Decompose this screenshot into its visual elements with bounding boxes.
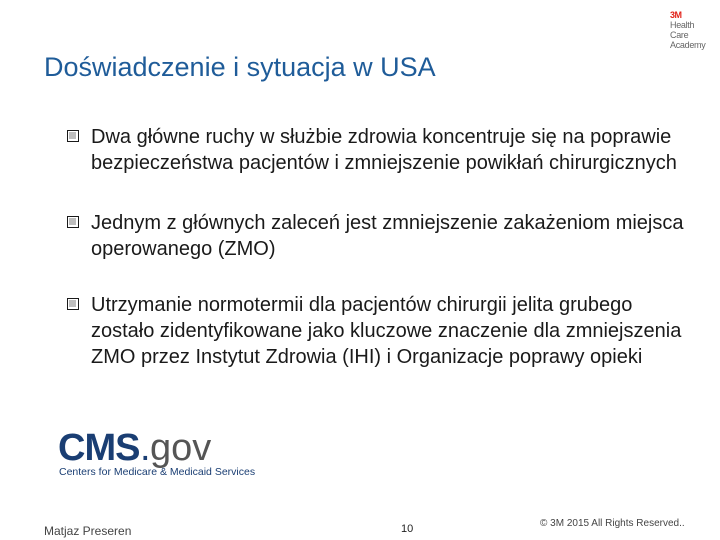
cms-gov-logo [54, 427, 296, 481]
bullet-item [64, 124, 684, 176]
bullet-text: Jednym z głównych zaleceń jest zmniejszenie zakażeniom miejsca operowanego (ZMO) [91, 212, 684, 260]
bullet-text: Dwa główne ruchy w służbie zdrowia koncentruje się na poprawie bezpieczeństwa pacjentów i zmniejszenie powikłań chirurgicznych [91, 126, 677, 174]
cms-logo-word: CMS [58, 427, 140, 469]
cms-logo-subtitle: Centers for Medicare & Medicaid Services [59, 466, 256, 478]
bullet-item [64, 210, 684, 262]
logo-line-2: Care [670, 30, 689, 40]
footer-copyright: © 3M 2015 All Rights Reserved.. [540, 518, 685, 529]
cms-logo-gov: gov [150, 427, 212, 469]
page-number: 10 [401, 523, 414, 535]
logo-mark: 3M [670, 10, 682, 20]
footer-author: Matjaz Preseren [44, 524, 132, 538]
bullet-item [64, 292, 684, 370]
logo-line-1: Health [670, 20, 695, 30]
checkbox-bullet-icon [67, 216, 79, 228]
checkbox-bullet-icon [67, 130, 79, 142]
cms-logo-dot: . [140, 427, 151, 469]
bullet-text: Utrzymanie normotermii dla pacjentów chirurgii jelita grubego zostało zidentyfikowane jako kluczowe znaczenie dla zmniejszenia ZMO przez Instytut Zdrowia (IHI) i Organizacje poprawy opieki [91, 294, 682, 368]
logo-line-3: Academy [670, 40, 706, 50]
slide-title: Doświadczenie i sytuacja w USA [44, 52, 436, 82]
3m-health-care-academy-logo [670, 11, 714, 51]
bullet-list [64, 124, 684, 370]
checkbox-bullet-icon [67, 298, 79, 310]
